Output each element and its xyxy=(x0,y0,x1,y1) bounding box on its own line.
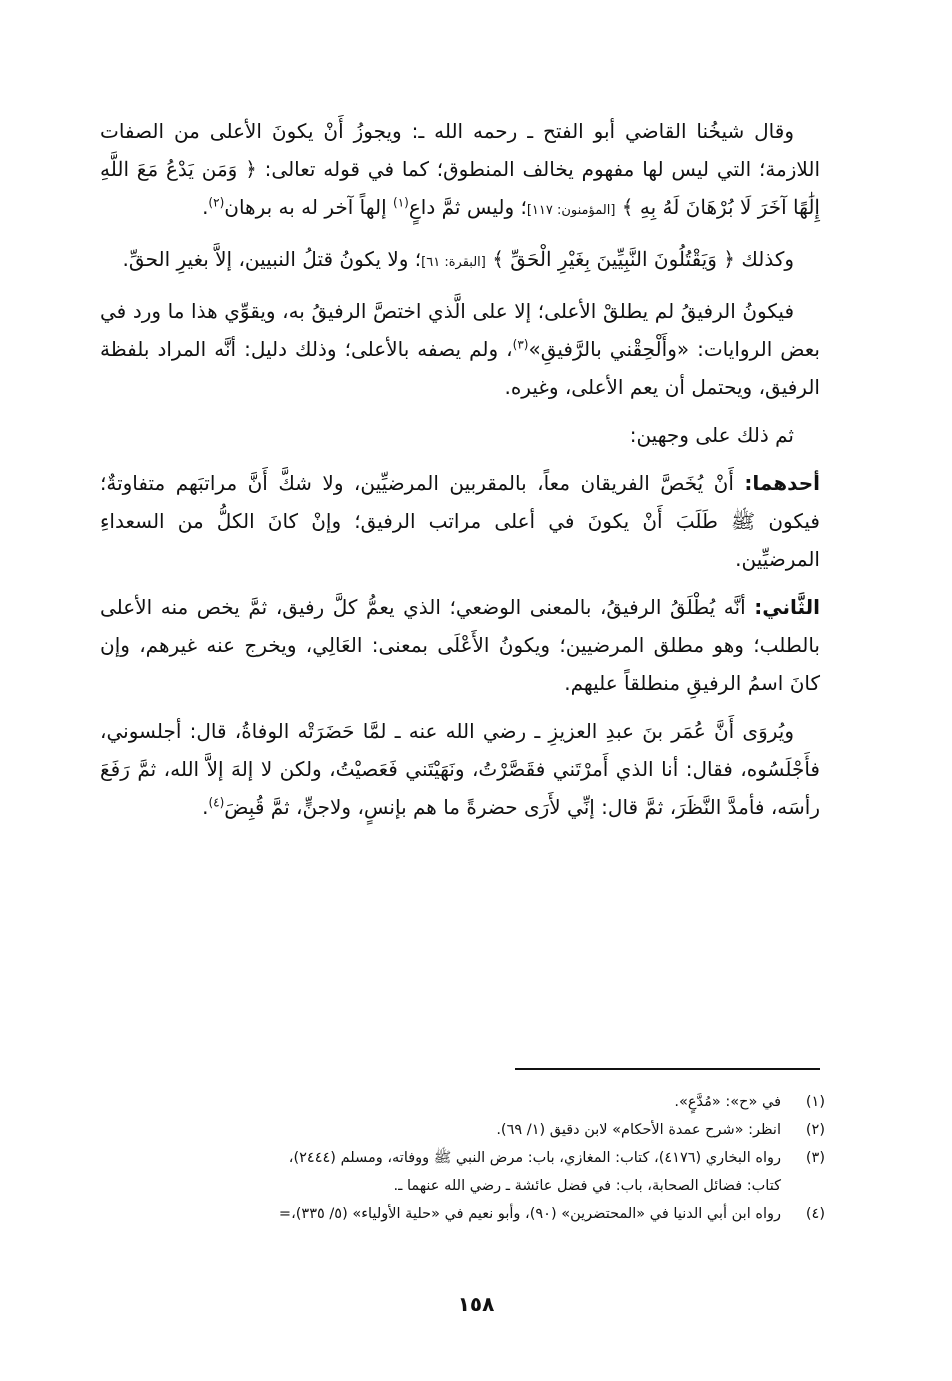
footnote-text: في «ح»: «مُدَّعٍ». xyxy=(674,1094,781,1110)
paragraph-5-lead: أحدهما: xyxy=(744,471,820,495)
paragraph-7 xyxy=(100,712,820,826)
main-text xyxy=(100,112,820,836)
paragraph-1-text: وقال شيخُنا القاضي أبو الفتح ـ رحمه الله ـ: ويجوزُ أَنْ يكونَ الأعلى من الصفات اللازمة؛ التي ليس لها مفهوم يخالف المنطوق؛ كما في قوله تعالى: xyxy=(100,119,821,181)
paragraph-4-text: ثم ذلك على وجهين: xyxy=(629,423,794,447)
verse-reference-2: [البقرة: ٦١] xyxy=(421,255,486,270)
footnote-divider xyxy=(515,1068,820,1070)
footnote-3 xyxy=(100,1144,825,1172)
footnote-text: رواه ابن أبي الدنيا في «المحتضرين» (٩٠)، وأبو نعيم في «حلية الأولياء» (٥/ ٣٣٥)،= xyxy=(278,1206,781,1222)
page-number: ١٥٨ xyxy=(457,1292,495,1316)
footnote-marker-4[interactable]: (٤) xyxy=(208,795,225,810)
paragraph-2 xyxy=(100,240,820,282)
paragraph-1 xyxy=(100,112,820,230)
footnote-3-continuation: كتاب: فضائل الصحابة، باب: في فضل عائشة ـ رضي الله عنهما ـ. xyxy=(393,1178,781,1194)
footnote-marker-3[interactable]: (٣) xyxy=(512,337,529,352)
paragraph-1-tail: إلهاً آخر له به برهان xyxy=(224,195,393,219)
paragraph-7-end: . xyxy=(202,795,209,819)
paragraph-2-text: وكذلك xyxy=(735,247,794,271)
paragraph-6 xyxy=(100,588,820,702)
paragraph-2-tail: ؛ ولا يكونُ قتلُ النبيين، إلاَّ بغيرِ الحقِّ. xyxy=(122,247,422,271)
footnote-1 xyxy=(100,1088,825,1116)
footnote-number: (٤) xyxy=(805,1206,825,1222)
paragraph-6-text: أنَّه يُطْلَقُ الرفيقُ، بالمعنى الوضعي؛ الذي يعمُّ كلَّ رفيق، ثمَّ يخص منه الأعلى بالطلب؛ وهو مطلق المرضيين؛ ويكونُ الأَعْلَى بمعنى: العَالِي، ويخرج عنه غيرهم، وإن كانَ اسمُ الرفيقِ منطلقاً عليهم. xyxy=(100,595,820,695)
paragraph-5-text: أَنْ يُخَصَّ الفريقان معاً، بالمقربين المرضيِّين، ولا شكَّ أَنَّ مراتبَهم متفاوتةٌ؛ فيكون ﷺ طَلَبَ أَنْ يكونَ في أعلى مراتب الرفيق؛ وإنْ كانَ الكلُّ من السعداءِ المرضيِّين. xyxy=(100,471,820,571)
footnote-2 xyxy=(100,1116,825,1144)
paragraph-1-after-ref: ؛ وليس ثمَّ داعٍ xyxy=(408,195,527,219)
footnote-marker-1[interactable]: (١) xyxy=(393,195,409,210)
verse-reference-1: [المؤمنون: ١١٧] xyxy=(526,203,616,218)
footnote-number: (٢) xyxy=(805,1122,825,1138)
footnote-text: رواه البخاري (٤١٧٦)، كتاب: المغازي، باب: مرض النبي ﷺ ووفاته، ومسلم (٢٤٤٤)، xyxy=(288,1150,781,1166)
quran-verse-2: ﴿ وَيَقْتُلُونَ النَّبِيِّينَ بِغَيْرِ الْحَقِّ ﴾ xyxy=(492,247,736,271)
paragraph-6-lead: الثَّاني: xyxy=(754,595,820,619)
paragraph-3 xyxy=(100,292,820,406)
quran-verse-1: ﴿ وَمَن يَدْعُ مَعَ اللَّهِ إِلَٰهًا آخَرَ لَا بُرْهَانَ لَهُ بِهِ ﴾ xyxy=(100,157,820,219)
footnotes xyxy=(100,1088,825,1228)
footnote-4 xyxy=(100,1200,825,1228)
paragraph-7-text: ويُروَى أَنَّ عُمَر بنَ عبدِ العزيزِ ـ رضي الله عنه ـ لمَّا حَضَرَتْه الوفاةُ، قال: أجلسوني، فأَجْلَسُوه، فقال: أنا الذي أَمرْتَني فقَصَّرْتُ، ونَهَيْتَني فَعَصيْتُ، ولكن لا إلهَ إلاَّ الله، ثمَّ رَفَعَ رأسَه، فأمدَّ النَّظَرَ، ثمَّ قال: إنِّي لأَرَى حضرةً ما هم بإنسٍ، ولاجنٍّ، ثمَّ قُبِضَ xyxy=(100,719,820,819)
paragraph-1-end: . xyxy=(202,195,209,219)
paragraph-3-text: فيكونُ الرفيقُ لم يطلقْ الأعلى؛ إلا على الَّذي اختصَّ الرفيقُ به، ويقوِّي هذا ما ورد في بعض الروايات: «وأَلْحِقْني بالرَّفيقِ» xyxy=(100,299,820,361)
footnote-number: (١) xyxy=(805,1094,825,1110)
footnote-text: انظر: «شرح عمدة الأحكام» لابن دقيق (١/ ٦٩). xyxy=(496,1122,781,1138)
paragraph-4 xyxy=(100,416,820,454)
footnote-marker-2[interactable]: (٢) xyxy=(208,195,225,210)
paragraph-3-tail: ، ولم يصفه بالأعلى؛ وذلك دليل: أنَّه المراد بلفظة الرفيق، ويحتمل أن يعم الأعلى، وغيره. xyxy=(100,337,820,399)
paragraph-5 xyxy=(100,464,820,578)
footnote-number: (٣) xyxy=(805,1150,825,1166)
